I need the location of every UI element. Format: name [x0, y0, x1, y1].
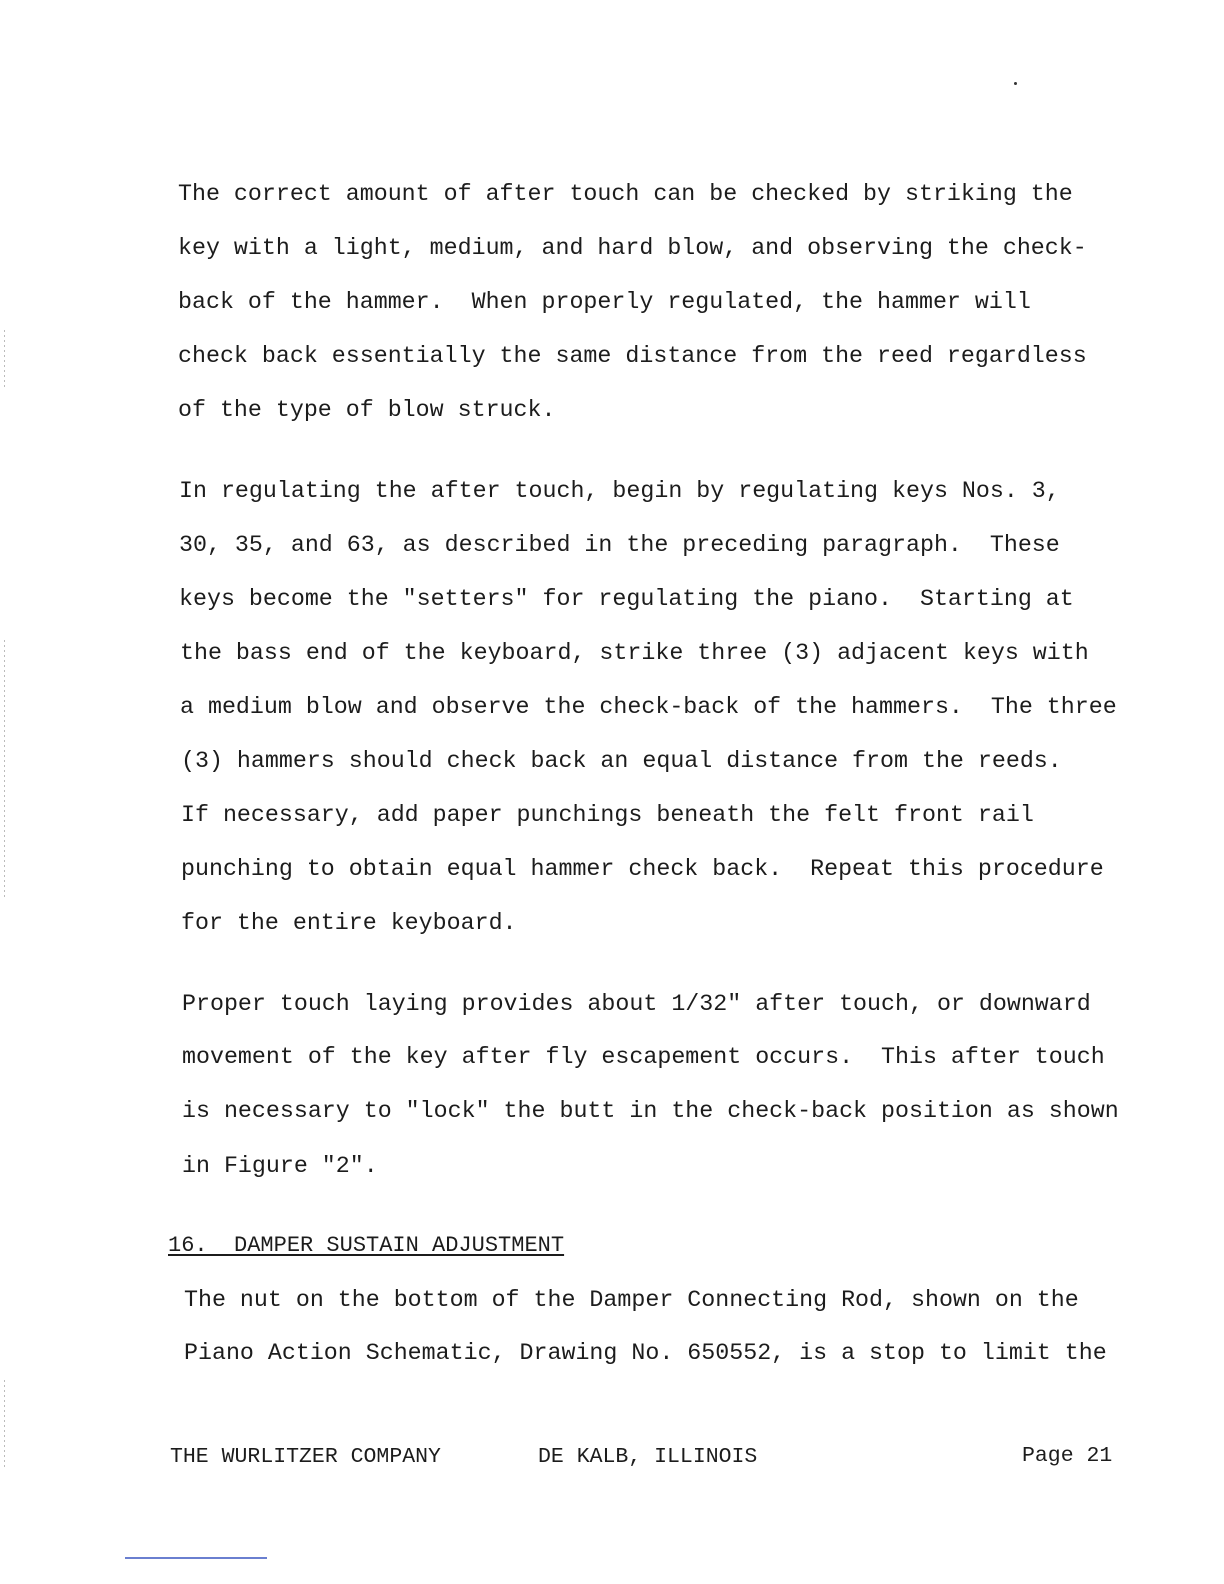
text-line: check back essentially the same distance from the reed regardless	[178, 343, 1087, 369]
scan-speck	[1014, 82, 1017, 85]
text-line: for the entire keyboard.	[181, 910, 517, 936]
text-line: In regulating the after touch, begin by regulating keys Nos. 3,	[179, 478, 1060, 504]
text-line: back of the hammer. When properly regulated, the hammer will	[178, 289, 1031, 315]
scan-bottom-rule	[125, 1557, 267, 1559]
text-line: the bass end of the keyboard, strike three (3) adjacent keys with	[180, 640, 1089, 666]
text-line: (3) hammers should check back an equal distance from the reeds.	[181, 748, 1062, 774]
scan-edge-mark	[4, 640, 5, 900]
text-line: The nut on the bottom of the Damper Connecting Rod, shown on the	[184, 1287, 1079, 1313]
footer-page-number: Page 21	[1022, 1444, 1113, 1468]
section-heading: 16. DAMPER SUSTAIN ADJUSTMENT	[168, 1233, 565, 1258]
footer-company: THE WURLITZER COMPANY	[170, 1445, 441, 1469]
text-line: Piano Action Schematic, Drawing No. 650552, is a stop to limit the	[184, 1340, 1107, 1366]
footer-location: DE KALB, ILLINOIS	[538, 1445, 758, 1469]
text-line: in Figure "2".	[182, 1153, 378, 1179]
text-line: is necessary to "lock" the butt in the check-back position as shown	[182, 1098, 1119, 1124]
text-line: punching to obtain equal hammer check back. Repeat this procedure	[181, 856, 1104, 882]
text-line: a medium blow and observe the check-back of the hammers. The three	[180, 694, 1117, 720]
text-line: keys become the "setters" for regulating the piano. Starting at	[179, 586, 1074, 612]
scan-edge-mark	[4, 1380, 5, 1470]
text-line: key with a light, medium, and hard blow, and observing the check-	[178, 235, 1087, 261]
text-line: of the type of blow struck.	[178, 397, 556, 423]
scan-edge-mark	[4, 330, 5, 390]
text-line: 30, 35, and 63, as described in the preceding paragraph. These	[179, 532, 1060, 558]
text-line: The correct amount of after touch can be checked by striking the	[178, 181, 1073, 207]
text-line: If necessary, add paper punchings beneath the felt front rail	[181, 802, 1034, 828]
text-line: Proper touch laying provides about 1/32" after touch, or downward	[182, 991, 1091, 1017]
text-line: movement of the key after fly escapement occurs. This after touch	[182, 1044, 1105, 1070]
